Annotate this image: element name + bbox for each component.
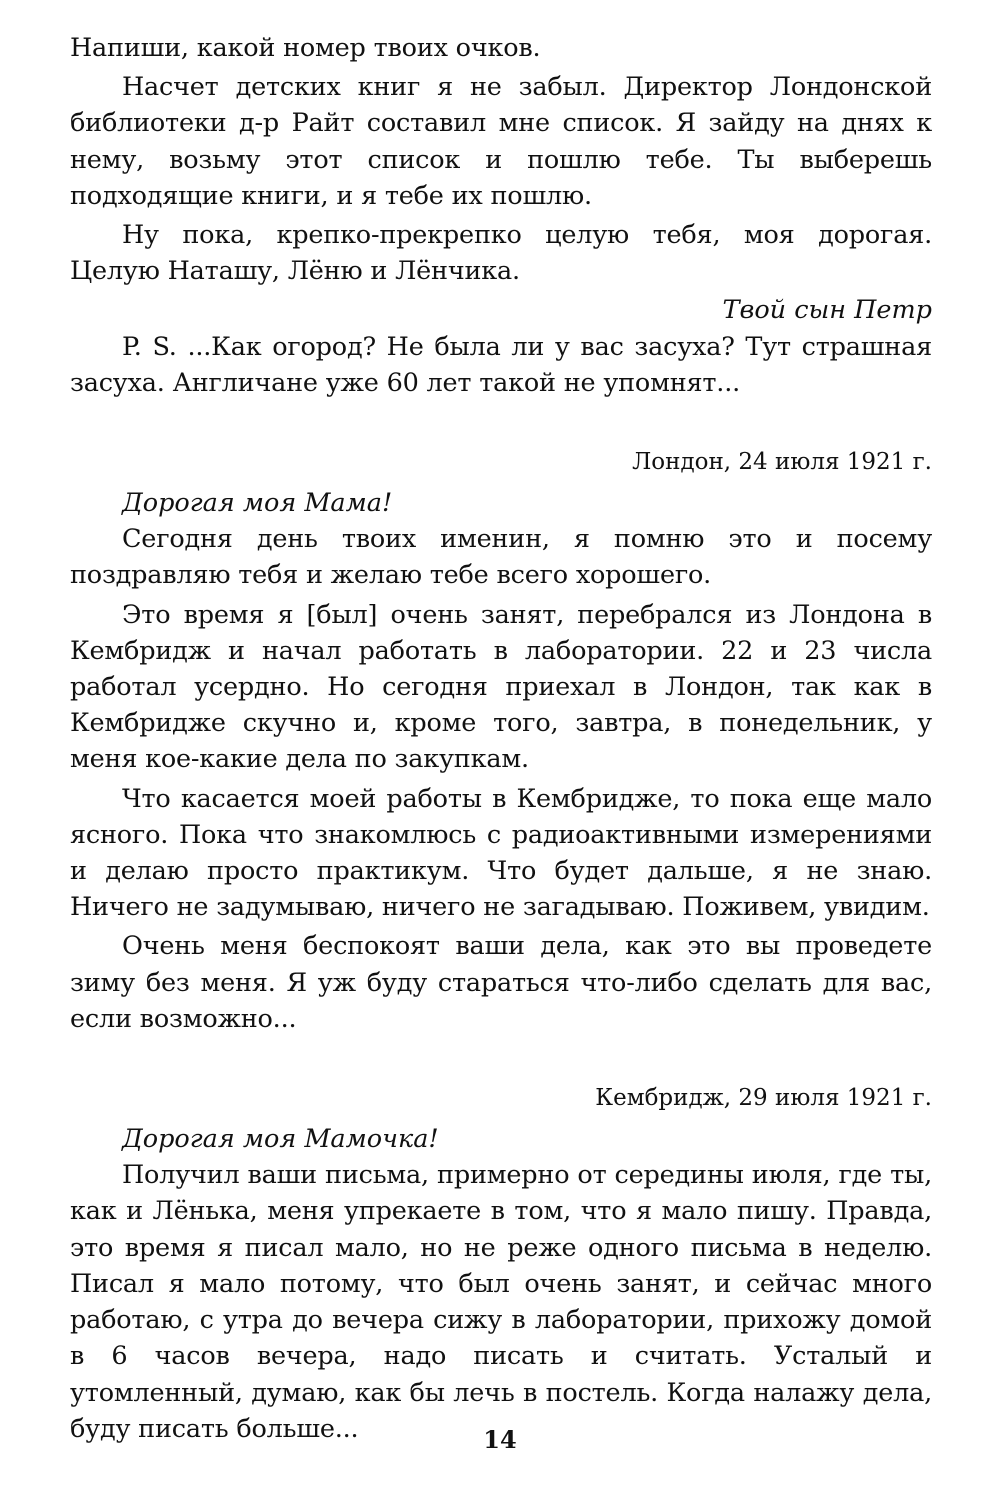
paragraph: Очень меня беспокоят ваши дела, как это вы проведете зиму без меня. Я уж буду стараться что-либо сделать для вас, если возможно... [70, 931, 932, 1034]
paragraph: Напиши, какой номер твоих очков. [70, 33, 541, 63]
paragraph: Ну пока, крепко-прекрепко целую тебя, моя дорогая. Целую Наташу, Лёню и Лёнчика. [70, 220, 932, 287]
book-page [70, 30, 932, 1450]
paragraph: Это время я [был] очень занят, перебрался из Лондона в Кембридж и начал работать в лаборатории. 22 и 23 числа работал усердно. Но сегодня приехал в Лондон, так как в Кембридже скучно и, кроме того, завтра, в понедельник, у меня кое-какие дела по закупкам. [70, 599, 932, 775]
letter-date-cambridge: Кембридж, 29 июля 1921 г. [595, 1085, 932, 1112]
postscript: P. S. ...Как огород? Не была ли у вас засуха? Тут страшная засуха. Англичане уже 60 лет такой не упомнят... [70, 331, 932, 398]
paragraph: Получил ваши письма, примерно от середины июля, где ты, как и Лёнька, меня упрекаете в том, что я мало пишу. Правда, это время я писал мало, но не реже одного письма в неделю. Писал я мало потому, что был очень занят, и сейчас много работаю, с утра до вечера сижу в лаборатории, прихожу домой в 6 часов вечера, надо писать и считать. Усталый и утомленный, думаю, как бы лечь в постель. Когда налажу дела, буду писать больше... [70, 1160, 932, 1444]
salutation: Дорогая моя Мамочка! [122, 1124, 439, 1155]
signature: Твой сын Петр [722, 295, 932, 326]
page-number: 14 [483, 1425, 517, 1454]
salutation: Дорогая моя Мама! [122, 488, 393, 519]
paragraph: Сегодня день твоих именин, я помню это и посему поздравляю тебя и желаю тебе всего хорошего. [70, 524, 932, 591]
paragraph: Что касается моей работы в Кембридже, то пока еще мало ясного. Пока что знакомлюсь с радиоактивными измерениями и делаю просто практикум. Что будет дальше, я не знаю. Ничего не задумываю, ничего не загадываю. Поживем, увидим. [70, 783, 932, 923]
paragraph: Насчет детских книг я не забыл. Директор Лондонской библиотеки д-р Райт составил мне список. Я зайду на днях к нему, возьму этот список и пошлю тебе. Ты выберешь подходящие книги, и я тебе их пошлю. [70, 72, 932, 211]
letter-date-london: Лондон, 24 июля 1921 г. [632, 449, 932, 476]
